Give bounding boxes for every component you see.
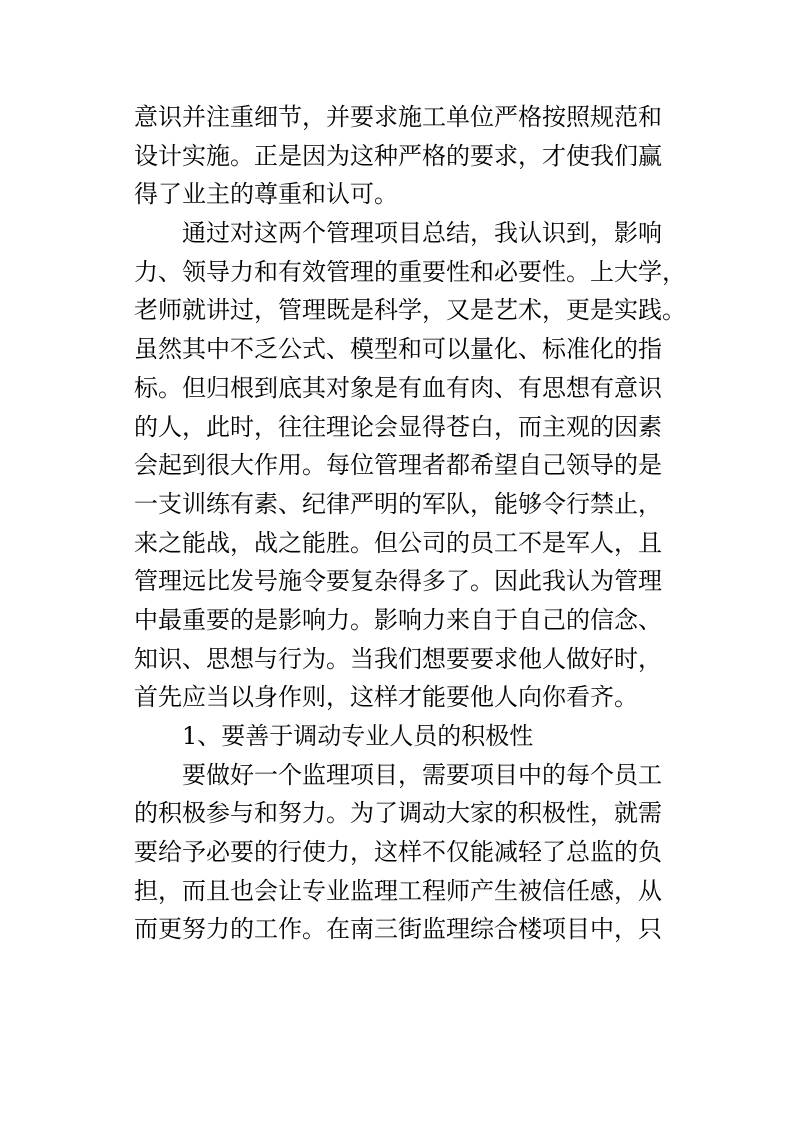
text-line-3: 得了业主的尊重和认可。 bbox=[134, 180, 398, 209]
text-line-19: 的积极参与和努力。为了调动大家的积极性，就需 bbox=[134, 799, 662, 828]
text-line-4: 通过对这两个管理项目总结，我认识到，影响 bbox=[182, 219, 662, 248]
text-line-8: 标。但归根到底其对象是有血有肉、有思想有意识 bbox=[134, 373, 662, 402]
text-line-20: 要给予必要的行使力，这样不仅能减轻了总监的负 bbox=[134, 838, 662, 867]
body-text bbox=[134, 98, 686, 949]
text-line-2: 设计实施。正是因为这种严格的要求，才使我们赢 bbox=[134, 141, 662, 170]
text-line-10: 会起到很大作用。每位管理者都希望自己领导的是 bbox=[134, 451, 662, 480]
text-line-12: 来之能战，战之能胜。但公司的员工不是军人，且 bbox=[134, 528, 662, 557]
text-line-22: 而更努力的工作。在南三街监理综合楼项目中，只 bbox=[134, 915, 662, 944]
text-line-7: 虽然其中不乏公式、模型和可以量化、标准化的指 bbox=[134, 335, 662, 364]
text-line-5: 力、领导力和有效管理的重要性和必要性。上大学， bbox=[134, 257, 686, 286]
section-heading: 1、要善于调动专业人员的积极性 bbox=[182, 722, 534, 750]
text-line-13: 管理远比发号施令要复杂得多了。因此我认为管理 bbox=[134, 567, 662, 596]
text-line-1: 意识并注重细节，并要求施工单位严格按照规范和 bbox=[134, 103, 662, 131]
text-line-14: 中最重要的是影响力。影响力来自于自己的信念、 bbox=[134, 605, 662, 634]
text-line-16: 首先应当以身作则，这样才能要他人向你看齐。 bbox=[134, 683, 638, 712]
text-line-9: 的人，此时，往往理论会显得苍白，而主观的因素 bbox=[134, 412, 662, 441]
text-line-21: 担，而且也会让专业监理工程师产生被信任感，从 bbox=[134, 876, 662, 905]
text-line-6: 老师就讲过，管理既是科学，又是艺术，更是实践。 bbox=[134, 296, 686, 325]
text-line-18: 要做好一个监理项目，需要项目中的每个员工 bbox=[182, 760, 662, 789]
text-line-11: 一支训练有素、纪律严明的军队，能够令行禁止， bbox=[134, 489, 662, 518]
text-line-15: 知识、思想与行为。当我们想要要求他人做好时， bbox=[134, 644, 662, 673]
